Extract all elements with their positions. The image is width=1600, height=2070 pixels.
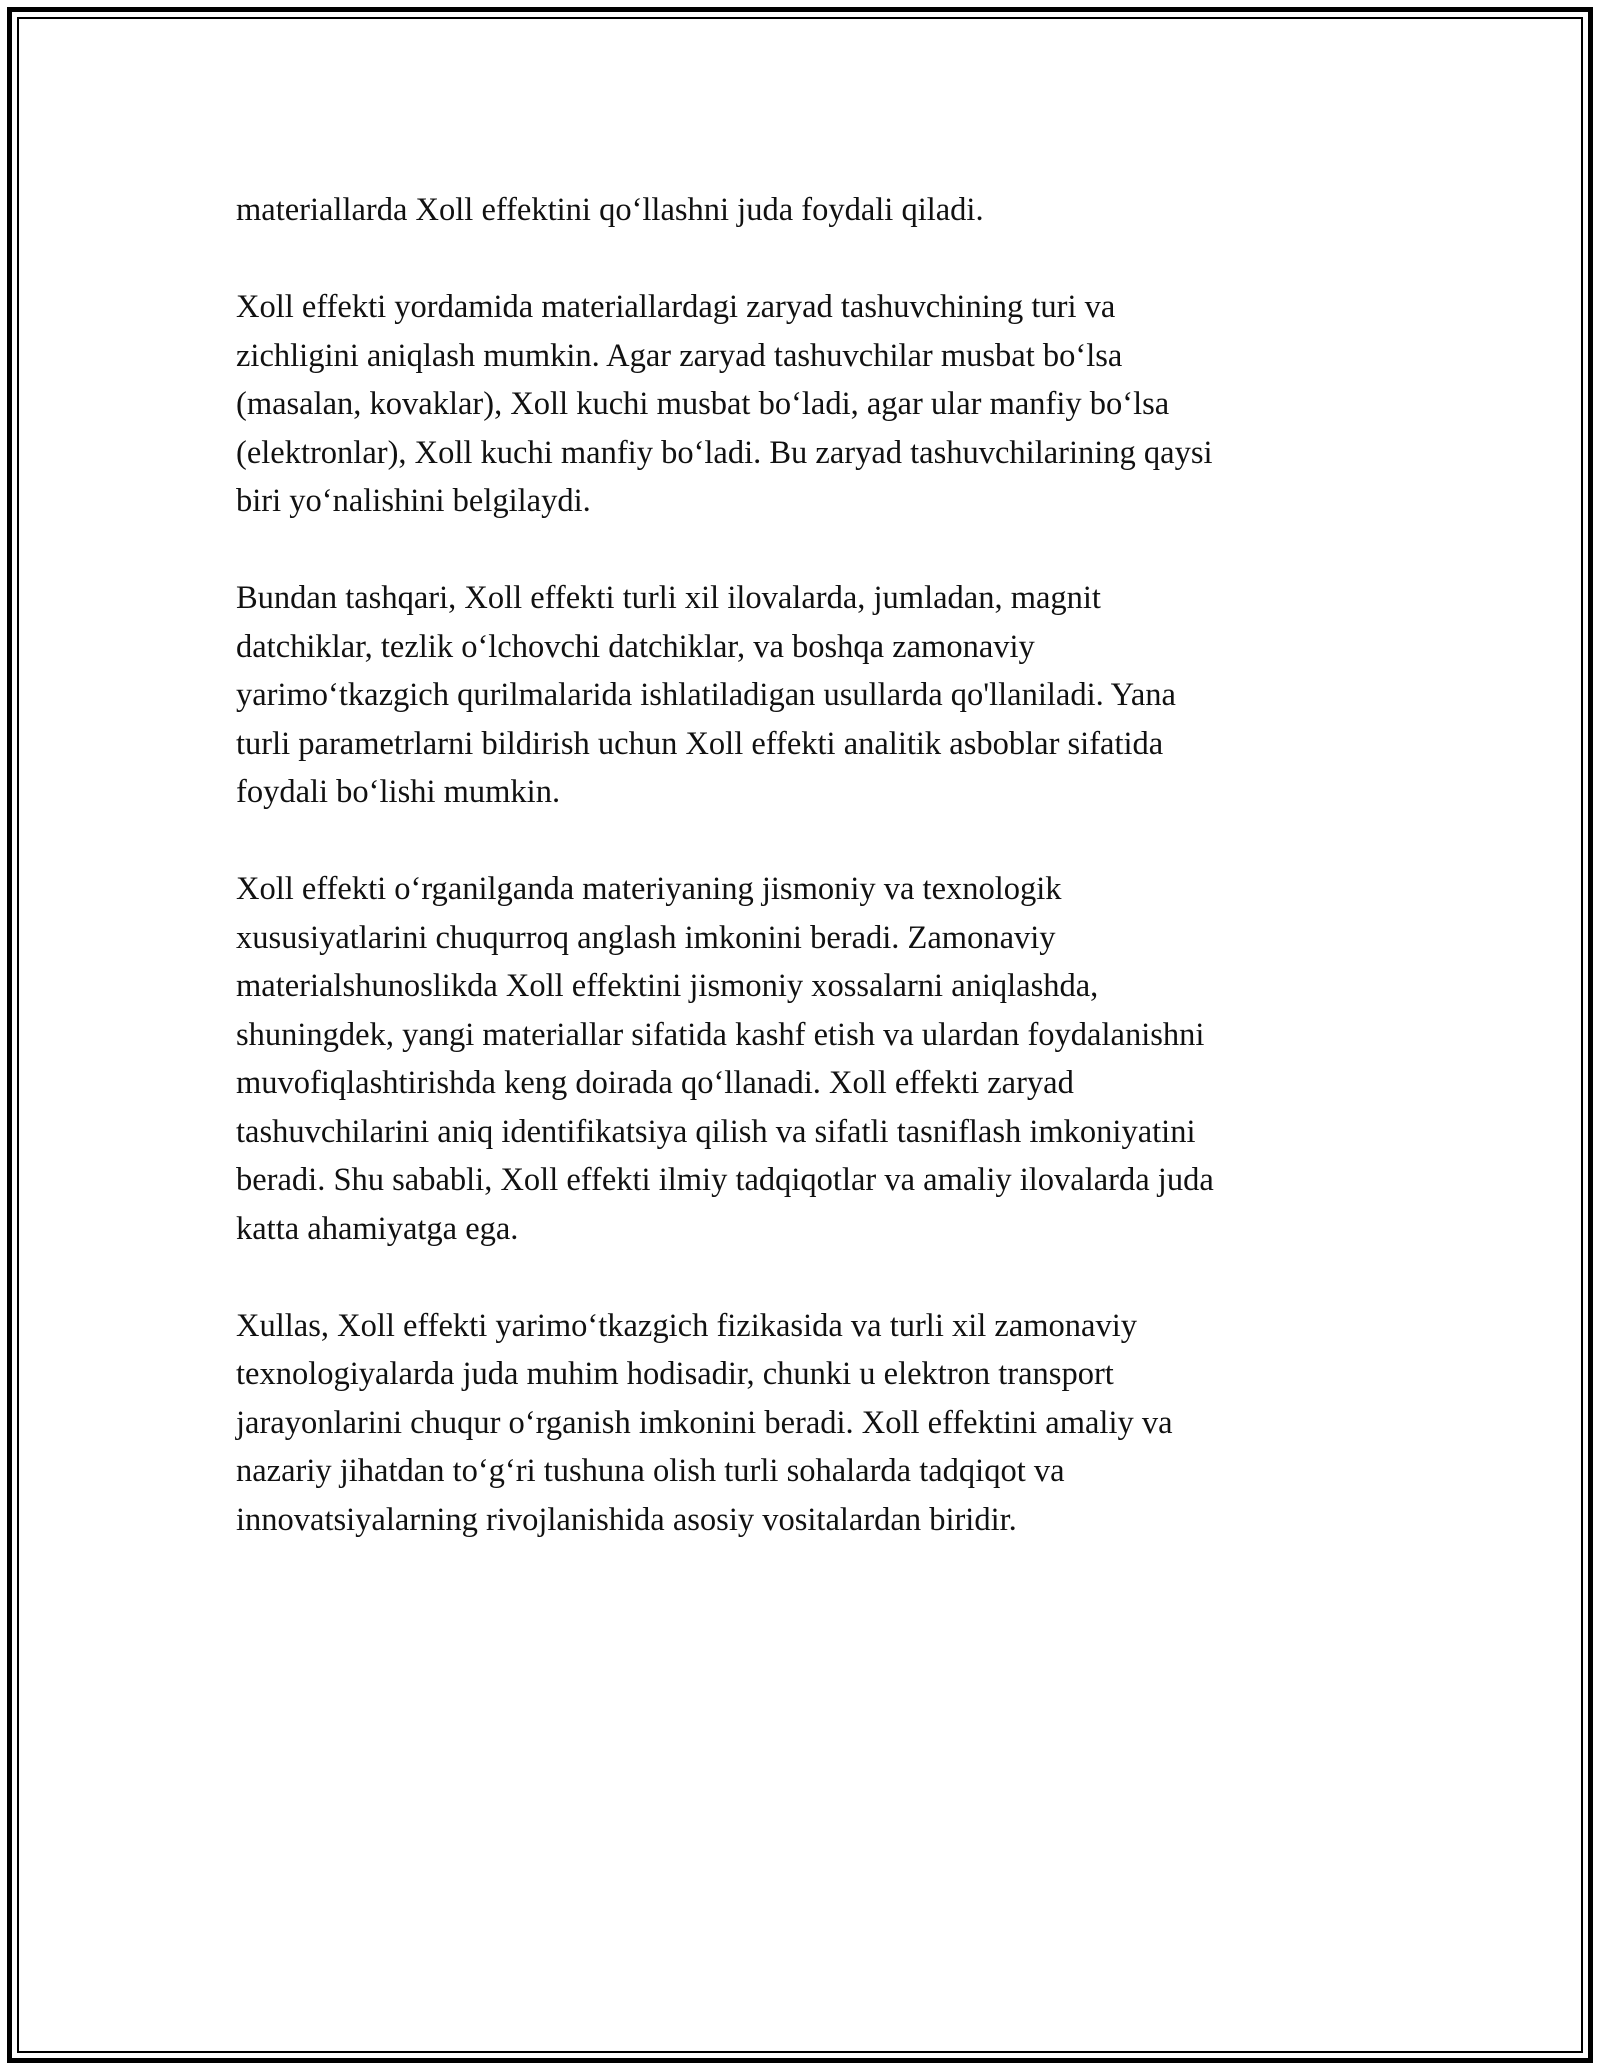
paragraph-4: Xoll effekti o‘rganilganda materiyaning jismoniy va texnologik xususiyatlarini chuqurroq anglash imkonini beradi. Zamonaviy materialshunoslikda Xoll effektini jismoniy xossalarni aniqlashda, shuningdek, yangi materiallar sifatida kashf etish va ulardan foydalanishni muvofiqlashtirishda keng doirada qo‘llanadi. Xoll effekti zaryad tashuvchilarini aniq identifikatsiya qilish va sifatli tasniflash imkoniyatini beradi. Shu sababli, Xoll effekti ilmiy tadqiqotlar va amaliy ilovalarda juda katta ahamiyatga ega.	[236, 871, 1214, 1247]
paragraph-2: Xoll effekti yordamida materiallardagi zaryad tashuvchining turi va zichligini aniqlash mumkin. Agar zaryad tashuvchilar musbat bo‘lsa (masalan, kovaklar), Xoll kuchi musbat bo‘ladi, agar ular manfiy bo‘lsa (elektronlar), Xoll kuchi manfiy bo‘ladi. Bu zaryad tashuvchilarining qaysi biri yo‘nalishini belgilaydi.	[236, 289, 1213, 519]
document-body	[236, 186, 1364, 1593]
paragraph-5: Xullas, Xoll effekti yarimo‘tkazgich fizikasida va turli xil zamonaviy texnologiyalarda juda muhim hodisadir, chunki u elektron transport jarayonlarini chuqur o‘rganish imkonini beradi. Xoll effektini amaliy va nazariy jihatdan to‘g‘ri tushuna olish turli sohalarda tadqiqot va innovatsiyalarning rivojlanishida asosiy vositalardan biridir.	[236, 1307, 1173, 1538]
paragraph-1: materiallarda Xoll effektini qo‘llashni juda foydali qiladi.	[236, 192, 984, 228]
paragraph-3: Bundan tashqari, Xoll effekti turli xil ilovalarda, jumladan, magnit datchiklar, tezlik o‘lchovchi datchiklar, va boshqa zamonaviy yarimo‘tkazgich qurilmalarida ishlatiladigan usullarda qo'llaniladi. Yana turli parametrlarni bildirish uchun Xoll effekti analitik asboblar sifatida foydali bo‘lishi mumkin.	[236, 580, 1176, 810]
